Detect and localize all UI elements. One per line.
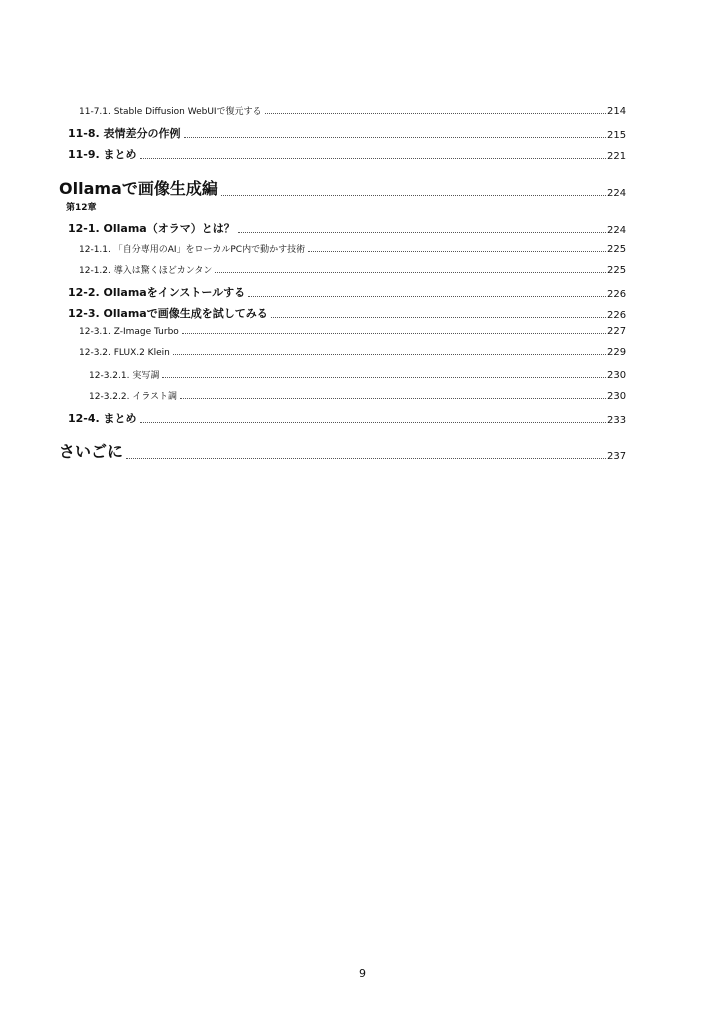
toc-entry-title: 12-2. Ollamaをインストールする xyxy=(68,286,246,299)
toc-entry-page: 237 xyxy=(607,451,627,462)
toc-entry-page: 224 xyxy=(607,225,627,236)
toc-entry-page: 214 xyxy=(607,106,627,117)
toc-entry-page: 225 xyxy=(607,244,627,255)
toc-entry-page: 226 xyxy=(607,289,627,300)
toc-leader-dots xyxy=(238,232,606,233)
toc-leader-dots xyxy=(308,251,606,252)
toc-entry-page: 226 xyxy=(607,310,627,321)
toc-part-title: さいごに xyxy=(59,442,124,461)
toc-entry-page: 225 xyxy=(607,265,627,276)
toc-entry-title: 12-1.1. 「自分専用のAI」をローカルPC内で動かす技術 xyxy=(79,245,306,255)
toc-entry-title: 11-7.1. Stable Diffusion WebUIで復元する xyxy=(79,107,262,117)
toc-leader-dots xyxy=(180,398,606,399)
toc-part-heading[interactable] xyxy=(0,176,725,199)
chapter-label: 第12章 xyxy=(66,203,97,213)
toc-leader-dots xyxy=(271,317,606,318)
toc-part-title: Ollamaで画像生成編 xyxy=(59,179,218,198)
toc-leader-dots xyxy=(126,458,606,459)
toc-leader-dots xyxy=(140,422,606,423)
toc-entry-page: 224 xyxy=(607,188,627,199)
toc-leader-dots xyxy=(215,272,606,273)
toc-entry-title: 12-3. Ollamaで画像生成を試してみる xyxy=(68,307,268,320)
toc-leader-dots xyxy=(173,354,606,355)
toc-entry-page: 230 xyxy=(607,391,627,402)
toc-entry[interactable] xyxy=(0,125,725,141)
toc-leader-dots xyxy=(265,113,606,114)
toc-entry[interactable] xyxy=(0,410,725,426)
toc-entry-title: 11-9. まとめ xyxy=(68,148,137,161)
toc-leader-dots xyxy=(140,158,606,159)
toc-leader-dots xyxy=(248,296,606,297)
toc-entry-title: 12-1.2. 導入は驚くほどカンタン xyxy=(79,266,213,276)
toc-entry[interactable] xyxy=(0,146,725,162)
toc-entry-title: 12-1. Ollama（オラマ）とは？ xyxy=(68,222,235,235)
toc-entry[interactable] xyxy=(0,389,725,402)
toc-entry-title: 12-3.2. FLUX.2 Klein xyxy=(79,348,170,358)
toc-leader-dots xyxy=(184,137,606,138)
toc-entry[interactable] xyxy=(0,220,725,236)
toc-entry[interactable] xyxy=(0,104,725,117)
toc-entry-title: 12-4. まとめ xyxy=(68,412,137,425)
toc-entry[interactable] xyxy=(0,305,725,321)
toc-entry[interactable] xyxy=(0,263,725,276)
toc-entry[interactable] xyxy=(0,347,725,358)
toc-leader-dots xyxy=(162,377,606,378)
toc-entry-title: 11-8. 表情差分の作例 xyxy=(68,127,181,140)
toc-entry-title: 12-3.2.2. イラスト調 xyxy=(89,392,178,402)
toc-entry[interactable] xyxy=(0,326,725,337)
toc-entry-page: 233 xyxy=(607,415,627,426)
toc-entry-page: 215 xyxy=(607,130,627,141)
toc-entry-title: 12-3.2.1. 実写調 xyxy=(89,371,160,381)
toc-entry-page: 221 xyxy=(607,151,627,162)
toc-entry[interactable] xyxy=(0,284,725,300)
toc-part-heading[interactable] xyxy=(0,439,725,462)
toc-entry-page: 227 xyxy=(607,326,627,337)
toc-entry-page: 229 xyxy=(607,347,627,358)
page-number: 9 xyxy=(359,967,366,980)
toc-entry[interactable] xyxy=(0,242,725,255)
toc-entry-page: 230 xyxy=(607,370,627,381)
toc-leader-dots xyxy=(221,195,606,196)
toc-entry[interactable] xyxy=(0,368,725,381)
toc-entry-title: 12-3.1. Z-Image Turbo xyxy=(79,327,179,337)
toc-leader-dots xyxy=(182,333,606,334)
